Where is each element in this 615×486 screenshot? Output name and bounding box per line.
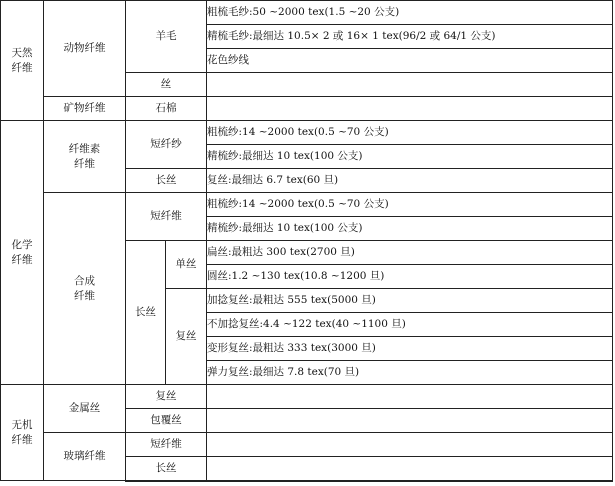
spec-synthetic-carded: 粗梳纱:14 ~2000 tex(0.5 ~70 公支) bbox=[207, 193, 613, 217]
subcategory-animal-fiber: 动物纤维 bbox=[44, 1, 126, 97]
subcategory-mineral-fiber: 矿物纤维 bbox=[44, 97, 126, 121]
spec-multi-elastic: 弹力复丝:最细达 7.8 tex(70 旦) bbox=[207, 361, 613, 385]
category-chemical-fiber: 化学 纤维 bbox=[1, 121, 44, 385]
spec-multi-textured: 变形复丝:最粗达 333 tex(3000 旦) bbox=[207, 337, 613, 361]
spec-wool-fancy: 花色纱线 bbox=[207, 49, 613, 73]
spec-glass-staple-empty bbox=[207, 433, 613, 457]
category-inorganic-fiber: 无机 纤维 bbox=[1, 385, 44, 481]
category-natural-fiber: 天然 纤维 bbox=[1, 1, 44, 121]
spec-mono-round: 圆丝:1.2 ~130 tex(10.8 ~1200 旦) bbox=[207, 265, 613, 289]
subcategory-glass-fiber: 玻璃纤维 bbox=[44, 433, 126, 481]
spec-cellulose-multifilament: 复丝:最细达 6.7 tex(60 旦) bbox=[207, 169, 613, 193]
type-synthetic-filament: 长丝 bbox=[126, 241, 166, 385]
spec-metal-multi-empty bbox=[207, 385, 613, 409]
spec-multi-twisted: 加捻复丝:最粗达 555 tex(5000 旦) bbox=[207, 289, 613, 313]
spec-multi-untwisted: 不加捻复丝:4.4 ~122 tex(40 ~1100 旦) bbox=[207, 313, 613, 337]
spec-asbestos-empty bbox=[207, 97, 613, 121]
type-cellulose-filament: 长丝 bbox=[126, 169, 207, 193]
spec-mono-flat: 扁丝:最粗达 300 tex(2700 旦) bbox=[207, 241, 613, 265]
spec-metal-covered-empty bbox=[207, 409, 613, 433]
spec-wool-combed: 精梳毛纱:最细达 10.5× 2 或 16× 1 tex(96/2 或 64/1 公支) bbox=[207, 25, 613, 49]
spec-synthetic-combed: 精梳纱:最细达 10 tex(100 公支) bbox=[207, 217, 613, 241]
subtype-monofilament: 单丝 bbox=[166, 241, 207, 289]
type-asbestos: 石棉 bbox=[126, 97, 207, 121]
type-wool: 羊毛 bbox=[126, 1, 207, 73]
spec-cellulose-carded: 粗梳纱:14 ~2000 tex(0.5 ~70 公支) bbox=[207, 121, 613, 145]
spec-wool-carded: 粗梳毛纱:50 ~2000 tex(1.5 ~20 公支) bbox=[207, 1, 613, 25]
type-synthetic-staple: 短纤维 bbox=[126, 193, 207, 241]
subcategory-metal-wire: 金属丝 bbox=[44, 385, 126, 433]
type-silk: 丝 bbox=[126, 73, 207, 97]
type-glass-filament: 长丝 bbox=[126, 457, 207, 481]
spec-glass-filament-empty bbox=[207, 457, 613, 481]
type-metal-multifilament: 复丝 bbox=[126, 385, 207, 409]
subtype-multifilament: 复丝 bbox=[166, 289, 207, 385]
subcategory-cellulose-fiber: 纤维素 纤维 bbox=[44, 121, 126, 193]
spec-cellulose-combed: 精梳纱:最细达 10 tex(100 公支) bbox=[207, 145, 613, 169]
type-metal-covered: 包覆丝 bbox=[126, 409, 207, 433]
type-cellulose-staple: 短纤纱 bbox=[126, 121, 207, 169]
subcategory-synthetic-fiber: 合成 纤维 bbox=[44, 193, 126, 385]
spec-silk-empty bbox=[207, 73, 613, 97]
type-glass-staple: 短纤维 bbox=[126, 433, 207, 457]
